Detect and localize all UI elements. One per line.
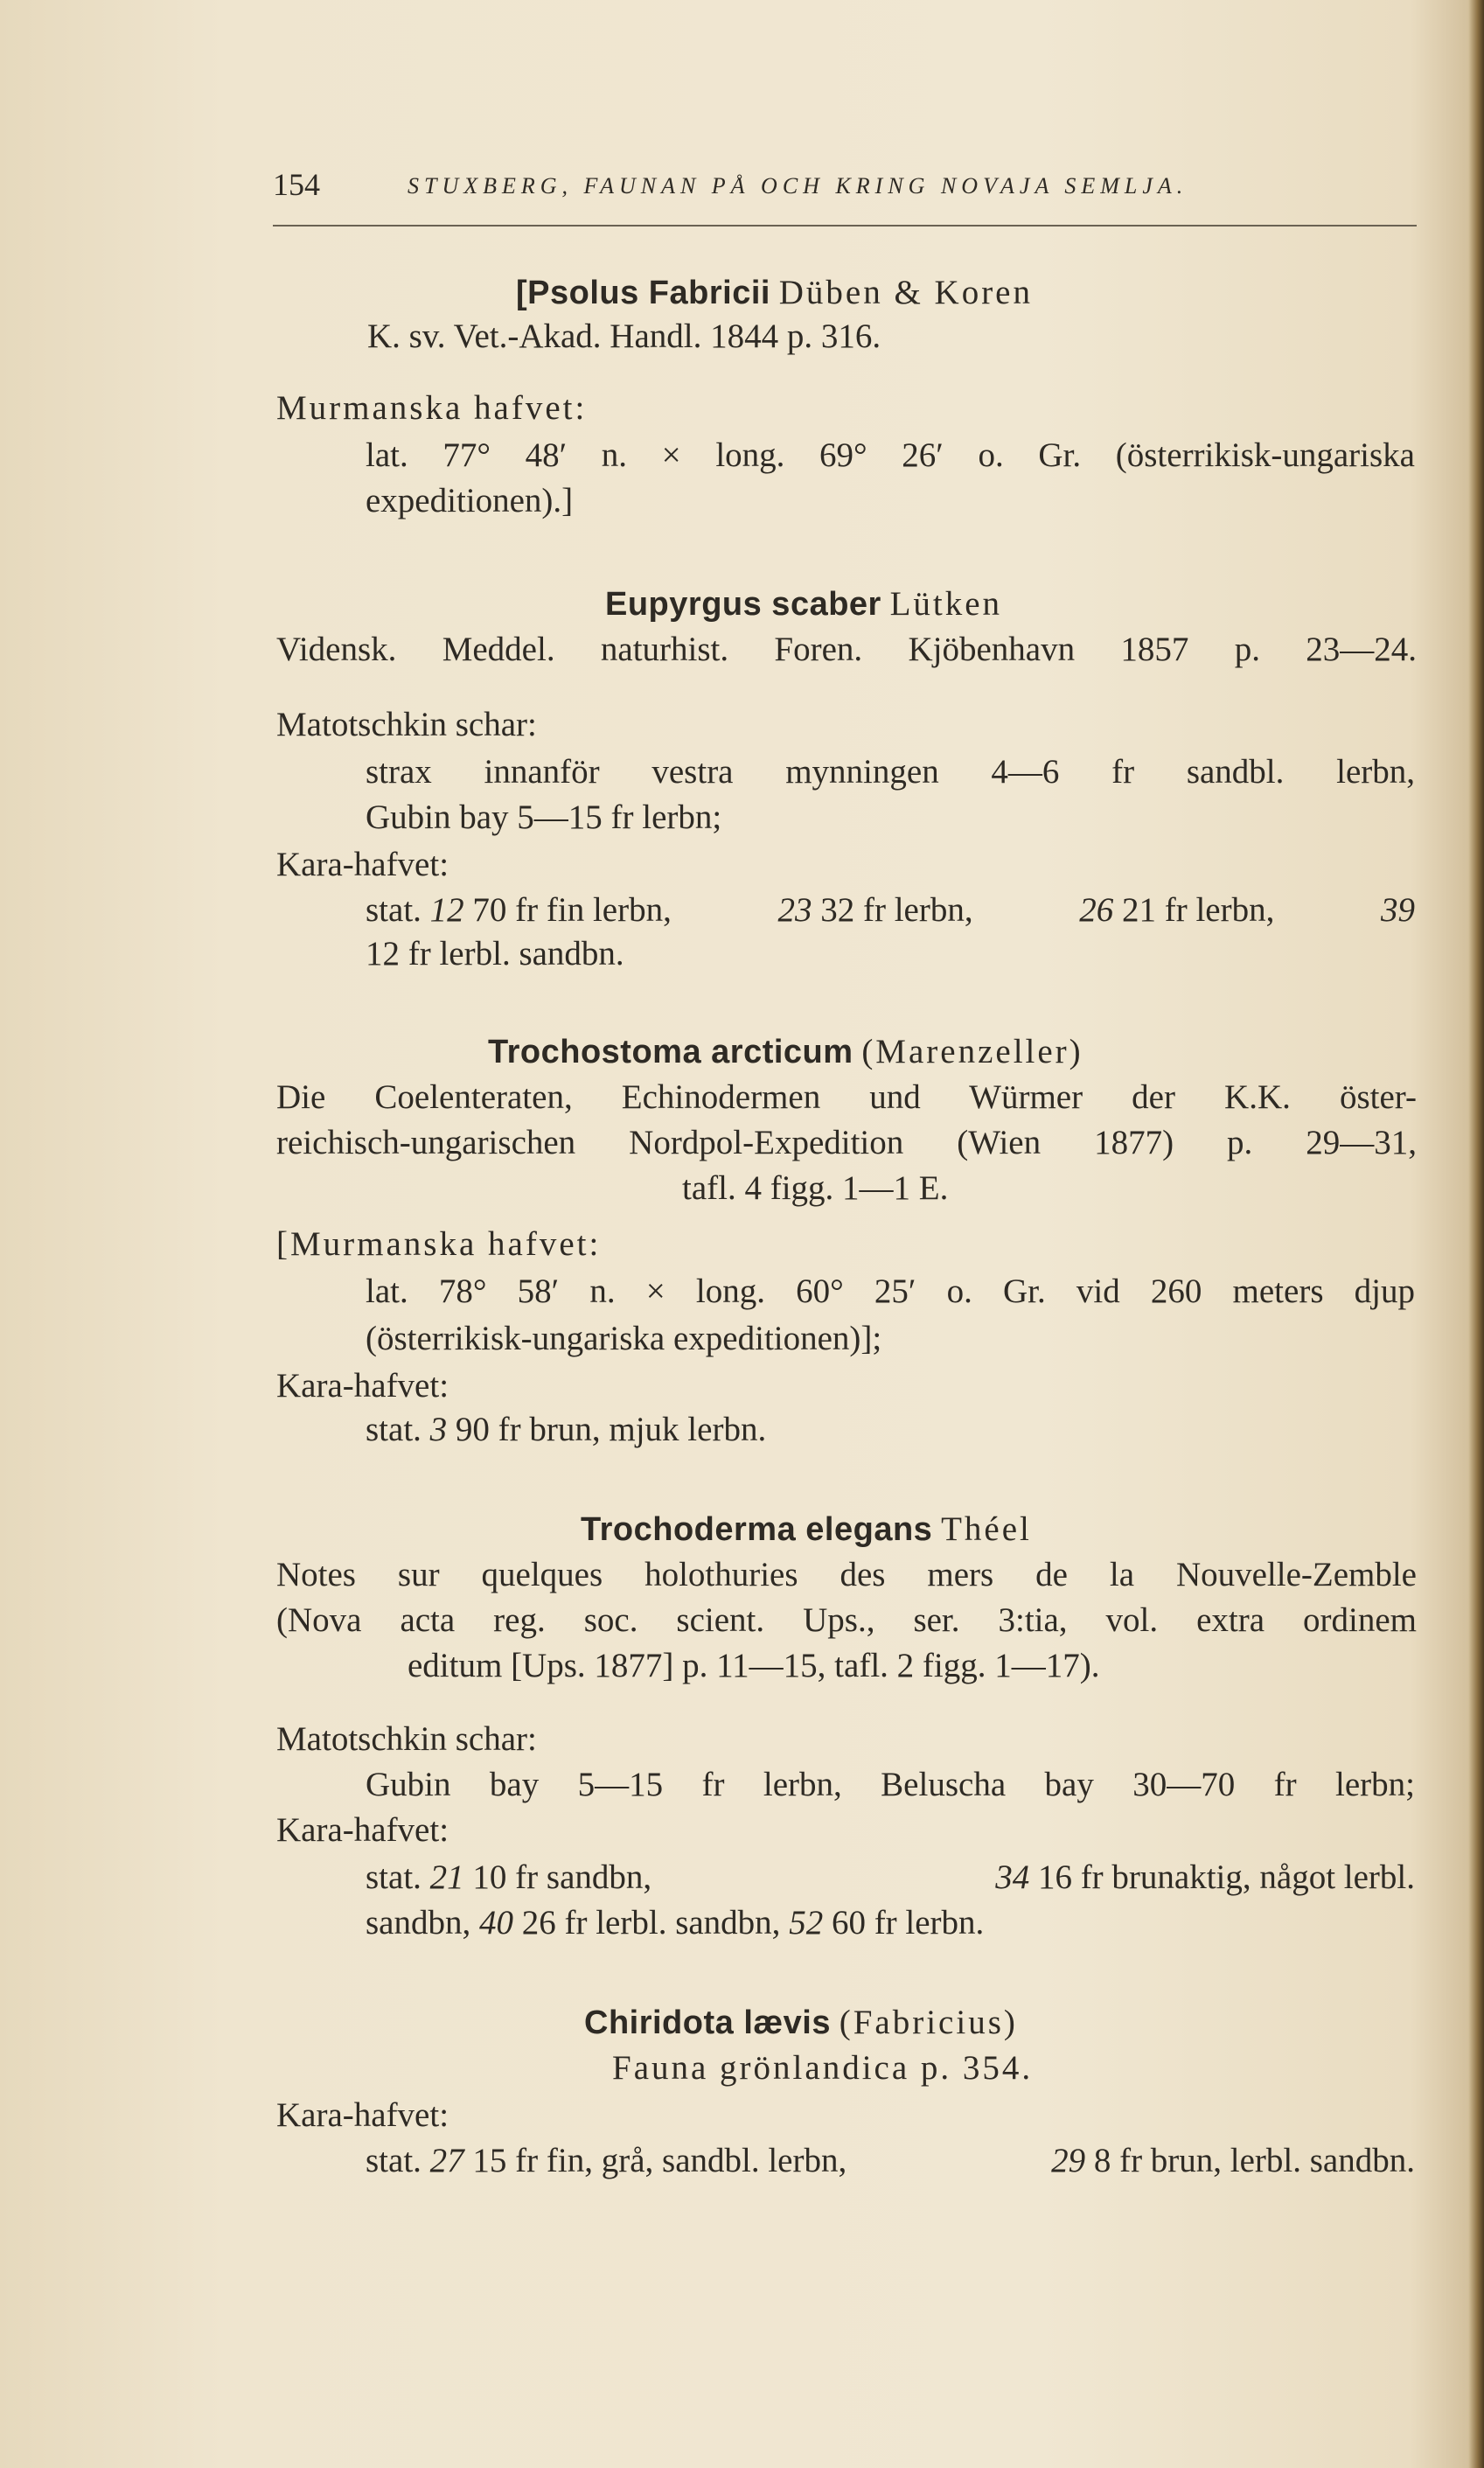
reference-line: (Nova acta reg. soc. scient. Ups., ser. 3:tia, vol. extra ordinem xyxy=(276,1601,1417,1639)
species-author: (Fabricius) xyxy=(839,2004,1018,2041)
station-number: 52 xyxy=(789,1904,824,1942)
station-number: 12 xyxy=(429,891,464,929)
station-number: 26 xyxy=(1079,891,1114,929)
locality-line: lat. 77° 48′ n. × long. 69° 26′ o. Gr. (österrikisk-ungariska xyxy=(366,436,1415,474)
reference-line: tafl. 4 figg. 1—1 E. xyxy=(682,1169,949,1207)
locality-line: Gubin bay 5—15 fr lerbn; xyxy=(366,798,722,836)
reference-line: reichisch-ungarischen Nordpol-Expedition (Wien 1877) p. 29—31, xyxy=(276,1124,1417,1161)
reference-line: K. sv. Vet.-Akad. Handl. 1844 p. 316. xyxy=(367,317,881,355)
reference-line: Vidensk. Meddel. naturhist. Foren. Kjöbenhavn 1857 p. 23—24. xyxy=(276,631,1417,668)
locality-line: Gubin bay 5—15 fr lerbn, Beluscha bay 30—70 fr lerbn; xyxy=(366,1766,1415,1803)
station-number: 40 xyxy=(479,1904,513,1942)
entry-heading xyxy=(488,1032,1083,1072)
station-group: stat. 27 15 fr fin, grå, sandbl. lerbn, xyxy=(366,2142,847,2179)
entry-heading xyxy=(605,584,1002,624)
station-number: 34 xyxy=(995,1858,1030,1896)
station-group: 29 8 fr brun, lerbl. sandbn. xyxy=(1051,2142,1415,2179)
locality-region: [Murmanska hafvet: xyxy=(276,1225,602,1263)
locality-line: strax innanför vestra mynningen 4—6 fr sandbl. lerbn, xyxy=(366,753,1415,791)
station-number: 27 xyxy=(429,2142,464,2179)
reference-line: editum [Ups. 1877] p. 11—15, tafl. 2 figg. 1—17). xyxy=(408,1647,1100,1684)
locality-region: Matotschkin schar: xyxy=(276,1720,537,1758)
entry-heading xyxy=(516,273,1033,313)
species-author: (Marenzeller) xyxy=(861,1033,1083,1070)
station-line: sandbn, 40 26 fr lerbl. sandbn, 52 60 fr lerbn. xyxy=(366,1904,985,1942)
page-header xyxy=(273,166,1417,210)
species-name: Chiridota lævis xyxy=(584,2004,831,2041)
reference-line: Die Coelenteraten, Echinodermen und Würmer der K.K. öster- xyxy=(276,1078,1417,1116)
locality-region: Kara-hafvet: xyxy=(276,846,449,883)
station-line: stat. 3 90 fr brun, mjuk lerbn. xyxy=(366,1411,767,1448)
page-number: 154 xyxy=(273,167,320,202)
station-line xyxy=(366,1858,1415,1898)
locality-region: Kara-hafvet: xyxy=(276,1367,449,1405)
locality-region: Kara-hafvet: xyxy=(276,1811,449,1849)
station-number: 23 xyxy=(777,891,812,929)
reference-line: Fauna grönlandica p. 354. xyxy=(612,2049,1034,2087)
station-number: 21 xyxy=(429,1858,464,1896)
locality-line: (österrikisk-ungariska expeditionen)]; xyxy=(366,1320,882,1357)
reference-line: Notes sur quelques holothuries des mers de la Nouvelle-Zemble xyxy=(276,1556,1417,1593)
species-name: Eupyrgus scaber xyxy=(605,586,881,623)
species-author: Théel xyxy=(941,1510,1032,1548)
station-group: stat. 12 70 fr fin lerbn, xyxy=(366,891,672,929)
species-author: Lütken xyxy=(889,585,1003,623)
running-title: STUXBERG, FAUNAN PÅ OCH KRING NOVAJA SEMLJA. xyxy=(408,173,1188,199)
station-group: 34 16 fr brunaktig, något lerbl. xyxy=(995,1858,1415,1896)
station-group: 26 21 fr lerbn, xyxy=(1079,891,1275,929)
station-number: 29 xyxy=(1051,2142,1086,2179)
station-group: stat. 21 10 fr sandbn, xyxy=(366,1858,652,1896)
station-number: 3 xyxy=(429,1411,448,1448)
species-name: [Psolus Fabricii xyxy=(516,275,770,311)
header-rule xyxy=(273,225,1417,227)
species-author: Düben & Koren xyxy=(778,274,1033,311)
station-line xyxy=(366,2141,1415,2181)
locality-region: Murmanska hafvet: xyxy=(276,389,588,427)
entry-heading xyxy=(584,2003,1018,2043)
station-line xyxy=(366,890,1415,931)
locality-region: Kara-hafvet: xyxy=(276,2096,449,2134)
station-number: 39 xyxy=(1381,891,1415,929)
page-edge xyxy=(1468,0,1484,2468)
station-group: 23 32 fr lerbn, xyxy=(777,891,973,929)
locality-region: Matotschkin schar: xyxy=(276,706,537,743)
locality-line: lat. 78° 58′ n. × long. 60° 25′ o. Gr. vid 260 meters djup xyxy=(366,1272,1415,1310)
station-line: 12 fr lerbl. sandbn. xyxy=(366,935,624,973)
entry-heading xyxy=(581,1509,1032,1550)
species-name: Trochoderma elegans xyxy=(581,1511,933,1548)
species-name: Trochostoma arcticum xyxy=(488,1034,853,1070)
locality-line: expeditionen).] xyxy=(366,482,574,519)
station-group xyxy=(1381,890,1415,931)
